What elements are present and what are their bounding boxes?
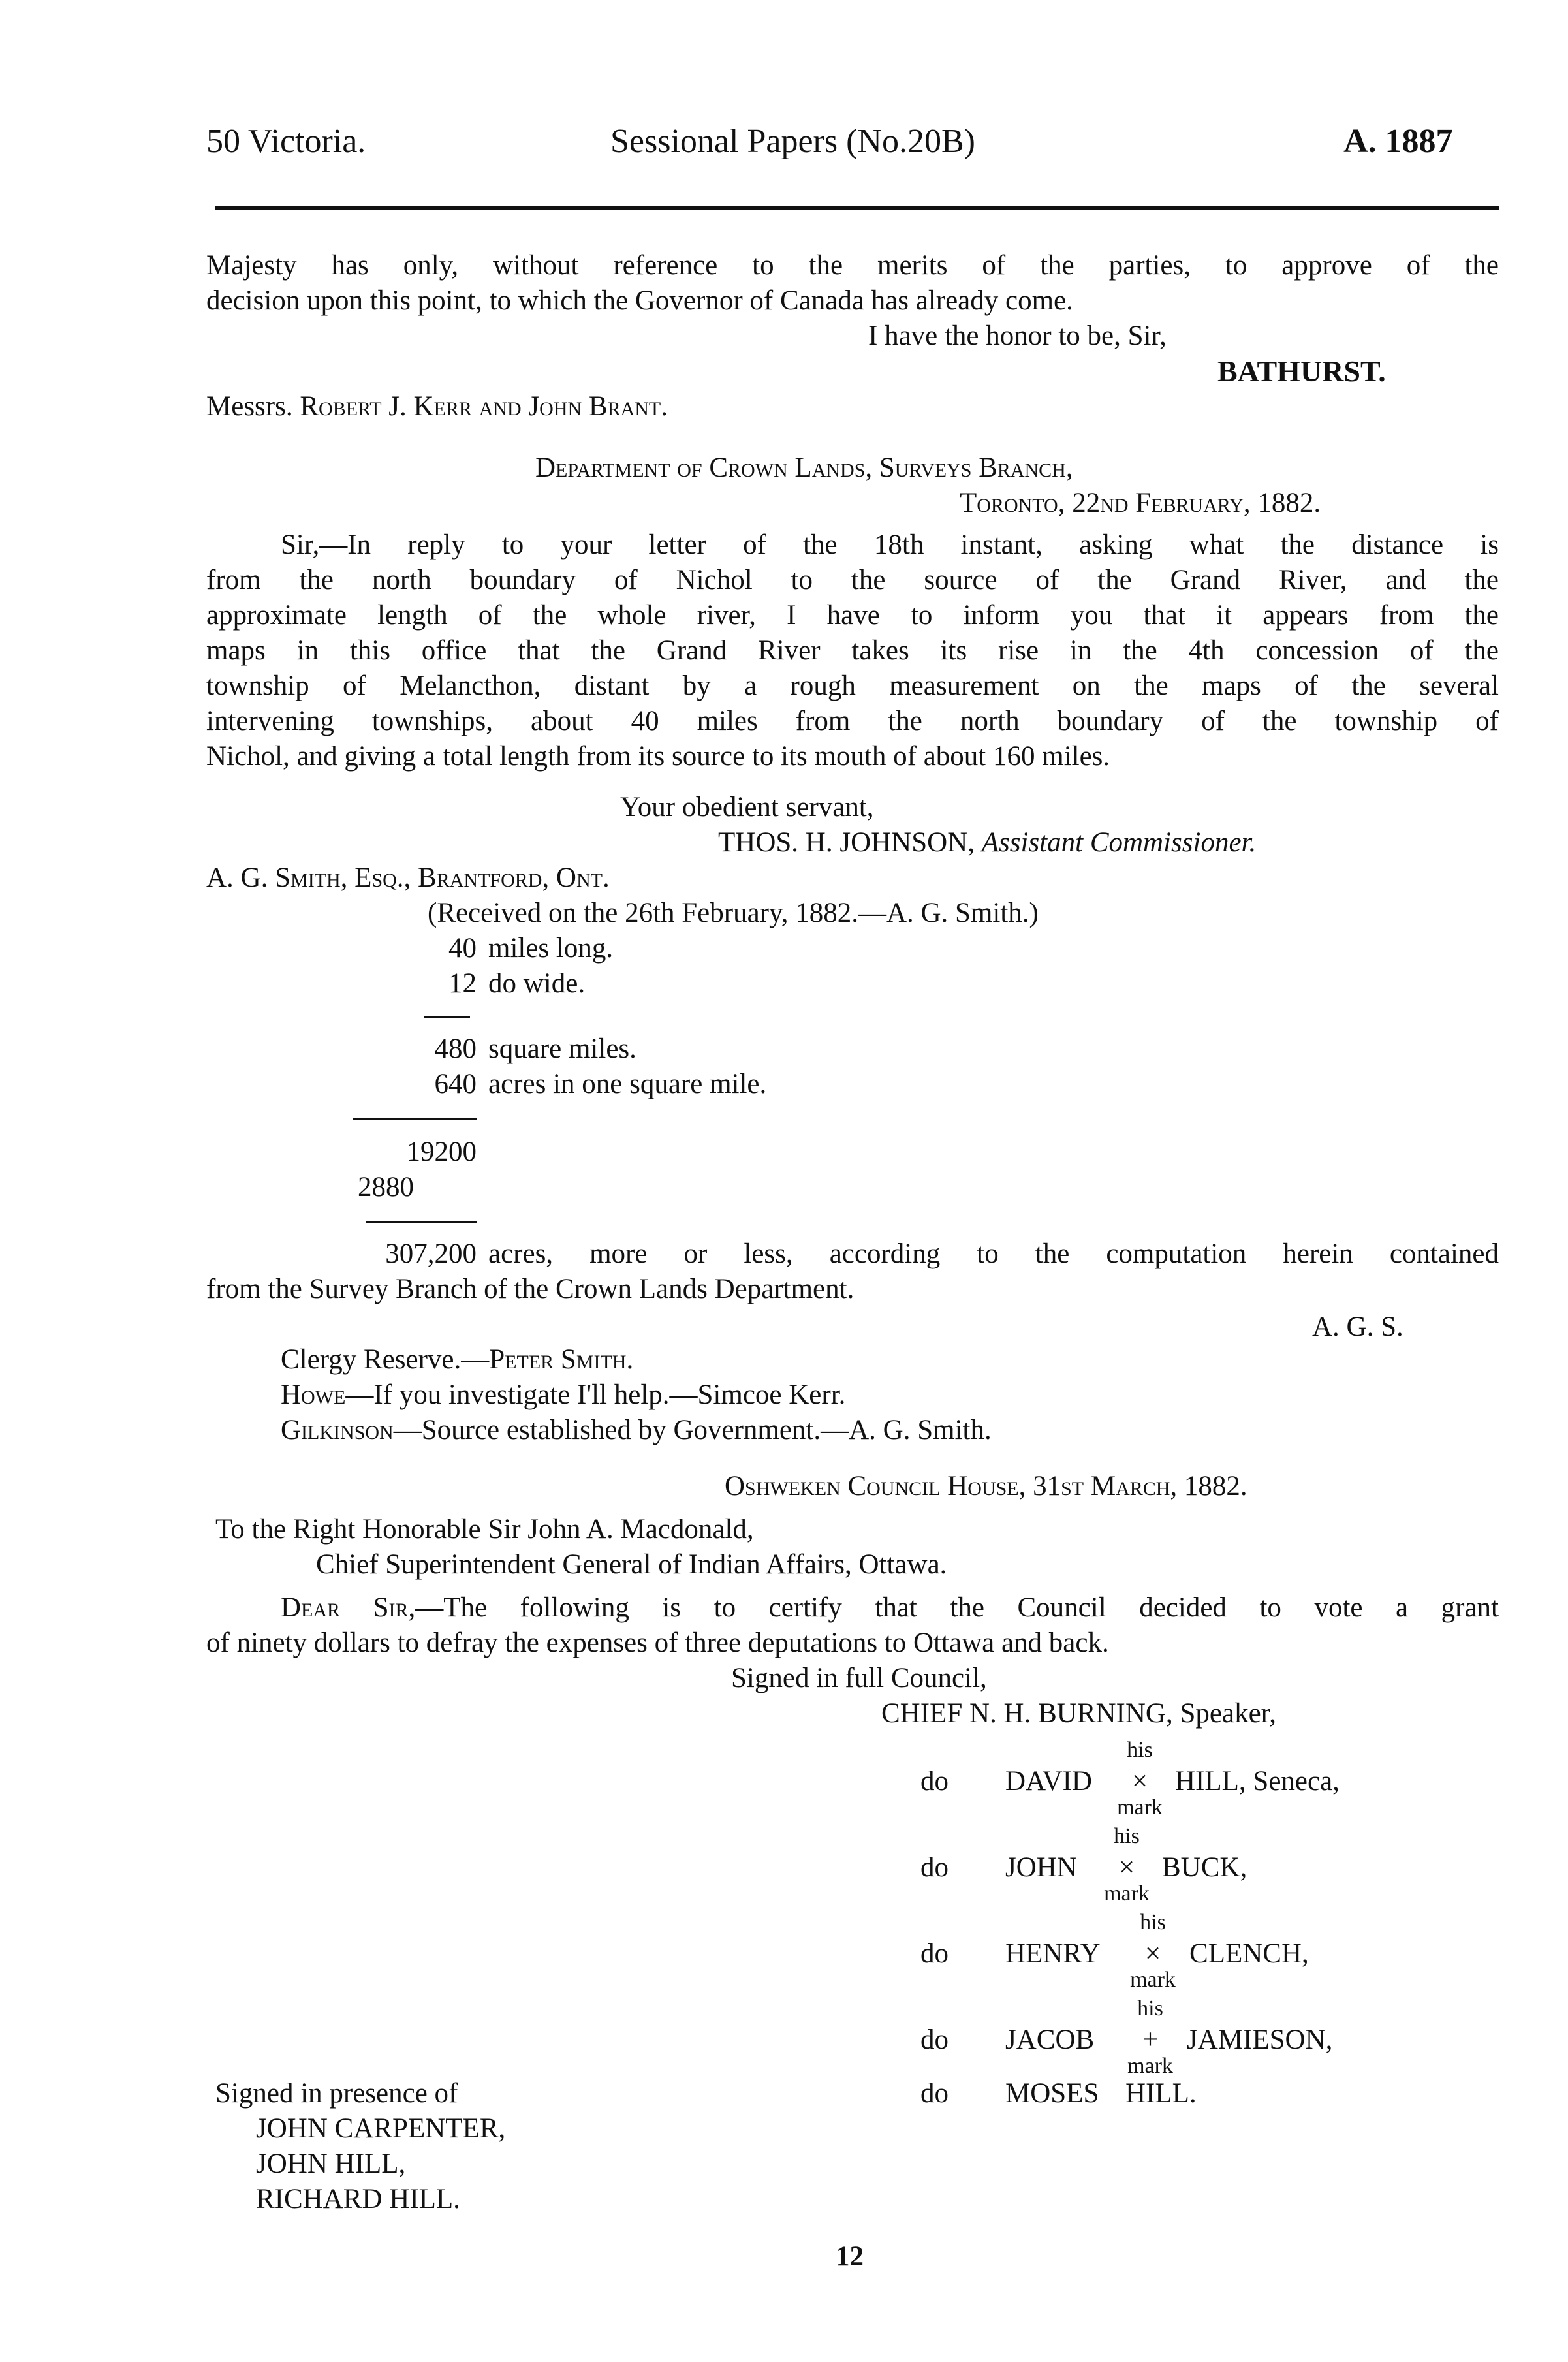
mark-symbol: × xyxy=(1144,1938,1161,1969)
note-lead: Gilkinson xyxy=(281,1415,394,1445)
letter2-body-line: township of Melancthon, distant by a rough measurement on the maps of the several xyxy=(206,670,1499,701)
signatory-last: CLENCH, xyxy=(1189,1938,1309,1969)
calc-total: 307,200 xyxy=(385,1238,477,1269)
letter2-body-line: approximate length of the whole river, I have to inform you that it appears from the xyxy=(206,600,1499,631)
letter2-signature xyxy=(718,825,1256,860)
calc-rule xyxy=(366,1221,477,1223)
mark-label: mark xyxy=(1117,1795,1163,1819)
letter2-body-line: Nichol, and giving a total length from its source to its mouth of about 160 miles. xyxy=(206,741,1110,772)
letter2-body-line: from the north boundary of Nichol to the source of the Grand River, and the xyxy=(206,565,1499,595)
header-year: A. 1887 xyxy=(1343,123,1453,160)
his-label: his xyxy=(1137,1996,1163,2021)
signatory-prefix: do xyxy=(920,2024,949,2055)
letter2-addressee: A. G. Smith, Esq., Brantford, Ont. xyxy=(206,862,610,893)
header-rule xyxy=(215,206,1499,210)
letter1-addressee xyxy=(206,389,668,424)
letter1-line-2: decision upon this point, to which the Governor of Canada has already come. xyxy=(206,285,1073,316)
his-label: his xyxy=(1140,1910,1166,1934)
addressee-prefix: Messrs. xyxy=(206,391,293,422)
note-lead: Howe xyxy=(281,1379,346,1410)
signatory-last: HILL, Seneca, xyxy=(1175,1766,1340,1797)
letter3-salutation: Dear Sir, xyxy=(281,1592,416,1623)
signatory-first: DAVID xyxy=(1005,1766,1092,1797)
addressee-names: Robert J. Kerr and John Brant. xyxy=(300,391,668,422)
note xyxy=(281,1378,845,1413)
letter2-body-line: maps in this office that the Grand River takes its rise in the 4th concession of the xyxy=(206,635,1499,666)
calc-text: acres in one square mile. xyxy=(488,1069,767,1099)
signatory-last: JAMIESON, xyxy=(1187,2024,1333,2055)
letter3-to-title: Chief Superintendent General of Indian Affairs, Ottawa. xyxy=(316,1549,947,1580)
letter2-closing: Your obedient servant, xyxy=(620,792,874,823)
note xyxy=(281,1342,633,1378)
his-label: his xyxy=(1127,1738,1153,1762)
letter2-department: Department of Crown Lands, Surveys Branch, xyxy=(535,452,1073,483)
calc-number: 640 xyxy=(434,1069,477,1099)
letter1-signature: BATHURST. xyxy=(1217,354,1386,388)
header-title: Sessional Papers (No.20B) xyxy=(610,123,975,160)
signature-title: Assistant Commissioner. xyxy=(981,827,1257,858)
mark-label: mark xyxy=(1104,1882,1150,1906)
letter3-place-date: Oshweken Council House, 31st March, 1882. xyxy=(725,1471,1247,1502)
signatory-prefix: do xyxy=(920,2078,949,2109)
calc-number: 480 xyxy=(434,1033,477,1064)
note xyxy=(281,1413,992,1448)
letter3-body-line: of ninety dollars to defray the expenses of three deputations to Ottawa and back. xyxy=(206,1628,1109,1658)
mark-symbol: + xyxy=(1142,2024,1159,2055)
letter3-body-line xyxy=(281,1590,1499,1626)
note-rest: —If you investigate I'll help.—Simcoe Kerr. xyxy=(345,1379,846,1410)
calc-rule xyxy=(353,1118,477,1120)
letter3-signed-in: Signed in full Council, xyxy=(731,1663,987,1693)
signatory-first: JACOB xyxy=(1005,2024,1095,2055)
signatory-prefix: do xyxy=(920,1938,949,1969)
letter2-place-date: Toronto, 22nd February, 1882. xyxy=(960,488,1321,518)
mark-label: mark xyxy=(1130,1968,1176,1992)
letter3-to: To the Right Honorable Sir John A. Macdonald, xyxy=(215,1514,754,1545)
calc-number: 12 xyxy=(448,968,477,999)
mark-label: mark xyxy=(1127,2054,1173,2078)
signatory-first: HENRY xyxy=(1005,1938,1101,1969)
mark-symbol: × xyxy=(1131,1766,1148,1797)
note-lead: Clergy Reserve. xyxy=(281,1344,462,1375)
calc-total-text: acres, more or less, according to the computation herein contained xyxy=(488,1238,1499,1269)
calc-partial: 19200 xyxy=(406,1137,477,1167)
calc-initials: A. G. S. xyxy=(1312,1312,1403,1342)
signatory-last: HILL. xyxy=(1125,2078,1197,2109)
signatory-prefix: do xyxy=(920,1852,949,1883)
page-number: 12 xyxy=(836,2241,864,2272)
letter2-received: (Received on the 26th February, 1882.—A. G. Smith.) xyxy=(428,898,1039,928)
letter1-closing: I have the honor to be, Sir, xyxy=(868,321,1167,351)
note-rest: —Peter Smith. xyxy=(461,1344,634,1375)
calc-total-text: from the Survey Branch of the Crown Lands Department. xyxy=(206,1274,855,1304)
witness-name: RICHARD HILL. xyxy=(256,2184,460,2214)
witness-label: Signed in presence of xyxy=(215,2078,458,2109)
calc-text: do wide. xyxy=(488,968,586,999)
signatory-first: JOHN xyxy=(1005,1852,1077,1883)
calc-rule xyxy=(424,1016,470,1018)
signature-name: THOS. H. JOHNSON, xyxy=(718,827,975,858)
calc-text: square miles. xyxy=(488,1033,636,1064)
letter3-body: —The following is to certify that the Council decided to vote a grant xyxy=(415,1592,1499,1623)
calc-text: miles long. xyxy=(488,933,614,964)
letter2-body-line: intervening townships, about 40 miles from the north boundary of the township of xyxy=(206,706,1499,736)
header-session: 50 Victoria. xyxy=(206,123,366,160)
signatory-last: BUCK, xyxy=(1162,1852,1247,1883)
letter1-line-1: Majesty has only, without reference to the merits of the parties, to approve of the xyxy=(206,250,1499,281)
signatory-first: MOSES xyxy=(1005,2078,1099,2109)
signatory-prefix: do xyxy=(920,1766,949,1797)
letter3-chief: CHIEF N. H. BURNING, Speaker, xyxy=(881,1698,1277,1729)
his-label: his xyxy=(1114,1824,1140,1848)
witness-name: JOHN HILL, xyxy=(256,2149,406,2179)
witness-name: JOHN CARPENTER, xyxy=(256,2113,506,2144)
calc-partial: 2880 xyxy=(358,1172,414,1203)
note-rest: —Source established by Government.—A. G. Smith. xyxy=(393,1415,992,1445)
letter2-body-line: Sir,—In reply to your letter of the 18th instant, asking what the distance is xyxy=(281,529,1499,560)
calc-number: 40 xyxy=(448,933,477,964)
mark-symbol: × xyxy=(1118,1852,1135,1883)
